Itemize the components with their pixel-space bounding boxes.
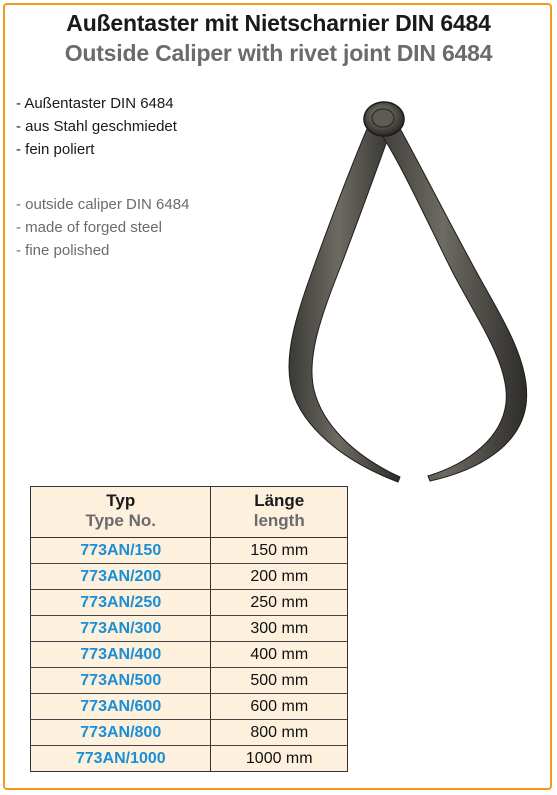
table-row [31,668,348,694]
type-cell: 773AN/800 [31,720,211,746]
feature-item: - Außentaster DIN 6484 [16,95,174,112]
type-cell: 773AN/300 [31,616,211,642]
feature-item: - outside caliper DIN 6484 [16,196,190,213]
header-length-en: length [211,511,348,538]
table-row [31,590,348,616]
caliper-image [270,85,540,495]
type-cell: 773AN/250 [31,590,211,616]
length-cell: 500 mm [211,668,348,694]
title-german: Außentaster mit Nietscharnier DIN 6484 [66,10,491,36]
type-cell: 773AN/500 [31,668,211,694]
header-type-en: Type No. [31,511,211,538]
type-cell: 773AN/600 [31,694,211,720]
feature-item: - fine polished [16,242,110,259]
length-cell: 400 mm [211,642,348,668]
table-row [31,746,348,772]
header-type-de: Typ [31,487,211,512]
length-cell: 200 mm [211,564,348,590]
table-row [31,694,348,720]
table-row [31,642,348,668]
type-cell: 773AN/150 [31,538,211,564]
length-cell: 600 mm [211,694,348,720]
type-table [30,486,348,772]
length-cell: 300 mm [211,616,348,642]
feature-item: - fein poliert [16,141,95,158]
length-cell: 150 mm [211,538,348,564]
type-cell: 773AN/400 [31,642,211,668]
type-cell: 773AN/200 [31,564,211,590]
header-length-de: Länge [254,491,305,510]
title-english: Outside Caliper with rivet joint DIN 6484 [64,40,493,66]
feature-list-german [16,92,177,161]
feature-item: - aus Stahl geschmiedet [16,118,177,135]
feature-item: - made of forged steel [16,219,162,236]
table-row [31,538,348,564]
feature-list-english [16,193,189,262]
length-cell: 800 mm [211,720,348,746]
type-cell: 773AN/1000 [31,746,211,772]
table-row [31,720,348,746]
length-cell: 250 mm [211,590,348,616]
table-row [31,564,348,590]
table-row [31,616,348,642]
length-cell: 1000 mm [245,749,313,767]
